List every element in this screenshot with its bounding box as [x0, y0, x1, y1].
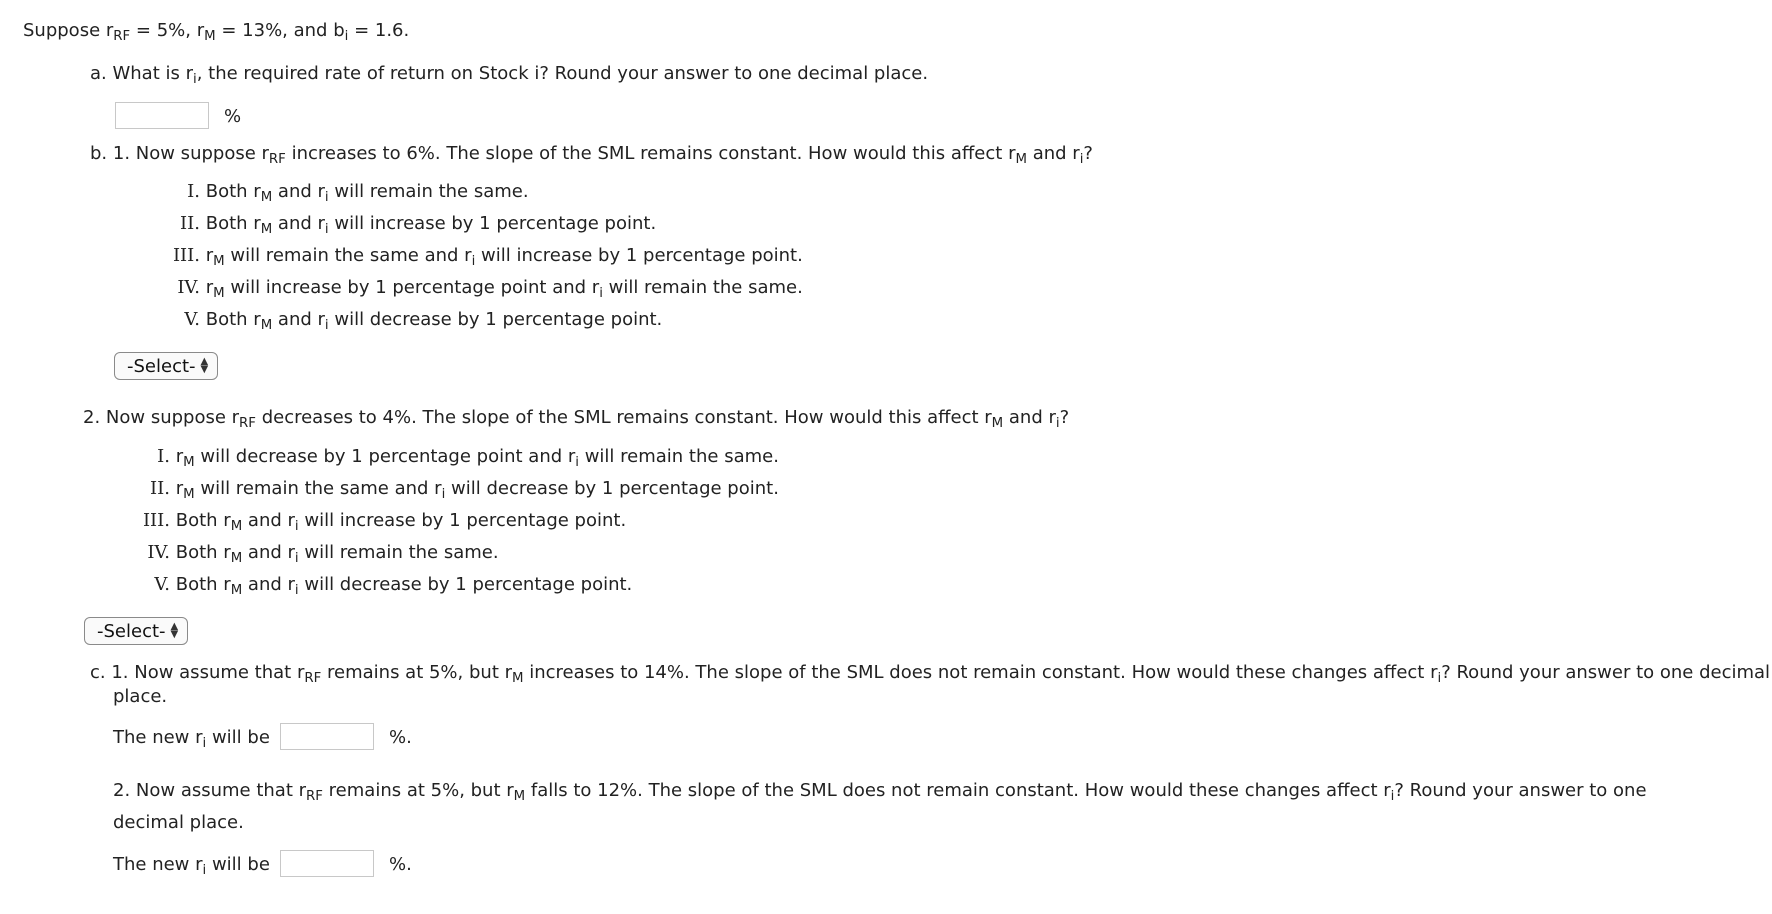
answer-c1-label: The new $r_i$ will be — [113, 727, 270, 751]
answer-c1-unit: %. — [389, 727, 412, 748]
answer-c2-unit: %. — [389, 854, 412, 875]
option-number: I. — [187, 181, 200, 202]
option-number: I. — [157, 446, 170, 467]
answer-b1-select[interactable]: -Select- ▲ ▼ — [114, 352, 218, 380]
problem-statement: Suppose $r_{RF} = 5\%$, $r_M = 13\%$, and $b_i = 1.6$. — [23, 20, 410, 44]
question-c2: 2. Now assume that $r_{RF}$ remains at 5%, but $r_M$ falls to 12%. The slope of the SML does not remain constant. How would these changes affect $r_i$? Round your answer to one decimal place. — [113, 780, 1647, 833]
option-item: V. Both $r_M$ and $r_i$ will decrease by 1 percentage point. — [136, 574, 632, 598]
answer-c2-label: The new $r_i$ will be — [113, 854, 270, 878]
option-item: V. Both $r_M$ and $r_i$ will decrease by 1 percentage point. — [166, 309, 662, 333]
option-item: III. Both $r_M$ and $r_i$ will increase by 1 percentage point. — [136, 510, 626, 534]
option-number: III. — [142, 510, 170, 531]
option-item: II. $r_M$ will remain the same and $r_i$ will decrease by 1 percentage point. — [136, 478, 779, 502]
answer-a-input[interactable] — [115, 102, 209, 129]
answer-a-unit: % — [224, 106, 242, 127]
option-number: IV. — [177, 277, 200, 298]
option-item: IV. Both $r_M$ and $r_i$ will remain the same. — [136, 542, 499, 566]
option-number: V. — [184, 309, 200, 330]
answer-c1-input[interactable] — [280, 723, 374, 750]
up-down-arrows-icon: ▲ ▼ — [200, 356, 209, 375]
option-item: II. Both $r_M$ and $r_i$ will increase by 1 percentage point. — [166, 213, 656, 237]
up-down-arrows-icon: ▲ ▼ — [170, 621, 179, 640]
answer-c2-input[interactable] — [280, 850, 374, 877]
question-a: a. What is $r_i$, the required rate of return on Stock i? Round your answer to one decimal place. — [90, 63, 929, 87]
answer-b2-select[interactable]: -Select- ▲ ▼ — [84, 617, 188, 645]
option-number: IV. — [147, 542, 170, 563]
option-item: III. $r_M$ will remain the same and $r_i$ will increase by 1 percentage point. — [166, 245, 803, 269]
option-item: IV. $r_M$ will increase by 1 percentage point and $r_i$ will remain the same. — [166, 277, 803, 301]
option-number: II. — [150, 478, 170, 499]
question-b1: b. 1. Now suppose $r_{RF}$ increases to 6%. The slope of the SML remains constant. How would this affect $r_M$ and $r_i$? — [90, 143, 1093, 167]
question-b2: 2. Now suppose $r_{RF}$ decreases to 4%. The slope of the SML remains constant. How would this affect $r_M$ and $r_i$? — [83, 407, 1070, 431]
option-number: III. — [172, 245, 200, 266]
question-c1-text: c. 1. Now assume that $r_{RF}$ remains at 5%, but $r_M$ increases to 14%. The slope of the SML does not remain constant. How would these changes affect $r_i$? Round your answer to one decimal place. — [90, 662, 1771, 707]
option-number: V. — [154, 574, 170, 595]
option-item: I. Both $r_M$ and $r_i$ will remain the same. — [166, 181, 529, 205]
option-item: I. $r_M$ will decrease by 1 percentage point and $r_i$ will remain the same. — [136, 446, 779, 470]
option-number: II. — [180, 213, 200, 234]
